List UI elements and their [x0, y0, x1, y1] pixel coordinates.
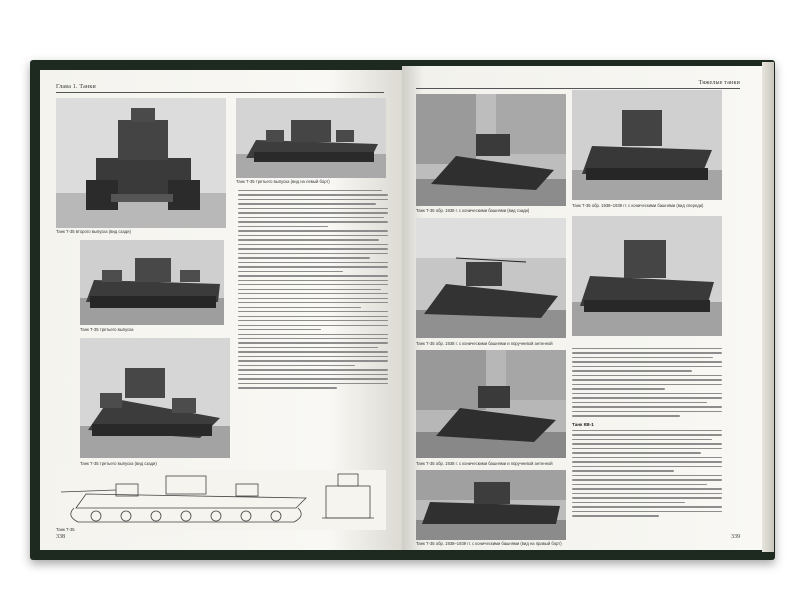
tank-photo-rear: [56, 98, 226, 228]
caption-right-photo-1: Танк Т-35 обр. 1938 г. с коническими башнями (вид сзади): [416, 208, 530, 213]
tank-photo-conical-turret-rear-2: [572, 216, 722, 336]
left-running-head: Глава 1. Танки: [56, 84, 96, 90]
left-page: [40, 70, 402, 550]
tank-photo-third-series: [80, 240, 224, 325]
caption-photo-4: Танк Т-35 третьего выпуска (вид сзади): [80, 461, 157, 466]
right-running-head: Тяжелые танки: [698, 80, 740, 86]
page-edges: [762, 62, 774, 552]
tank-photo-left-side: [236, 98, 386, 178]
caption-right-photo-5: Танк Т-35 обр. 1938 г. с коническими башнями и поручневой антенной: [416, 461, 553, 466]
caption-right-photo-3: Танк Т-35 обр. 1938 г. с коническими башнями и поручневой антенной: [416, 341, 553, 346]
article-text-left: [238, 190, 388, 392]
caption-drawing: Танк Т-35: [56, 527, 75, 532]
article-text-right-top: [572, 348, 722, 420]
tank-photo-parade-rear: [416, 94, 566, 206]
left-page-number: 338: [56, 534, 65, 540]
tank-technical-drawing: [56, 470, 386, 530]
caption-right-photo-2: Танк Т-35 обр. 1938–1939 гг. с коническими башнями (вид спереди): [572, 203, 704, 208]
tank-photo-conical-turret-rear: [572, 90, 722, 200]
tank-photo-street-parade: [416, 350, 566, 458]
tank-photo-right-side: [416, 470, 566, 540]
caption-right-photo-6: Танк Т-35 обр. 1938–1939 гг. с коническими башнями (вид на правый борт): [416, 541, 562, 546]
right-page-number: 339: [731, 534, 740, 540]
left-head-rule: [56, 92, 384, 93]
caption-photo-3: Танк Т-35 третьего выпуска: [80, 327, 134, 332]
caption-photo-2: Танк Т-35 третьего выпуска (вид на левый борт): [236, 179, 330, 184]
right-head-rule: [416, 88, 740, 89]
tank-photo-handrail-antenna: [416, 218, 566, 338]
right-page: [402, 66, 762, 550]
section-heading-kv1: Танк КВ-1: [572, 422, 594, 427]
article-text-right-bottom: [572, 430, 722, 520]
caption-photo-1: Танк Т-35 второго выпуска (вид сзади): [56, 229, 131, 234]
tank-photo-third-series-rear: [80, 338, 230, 458]
